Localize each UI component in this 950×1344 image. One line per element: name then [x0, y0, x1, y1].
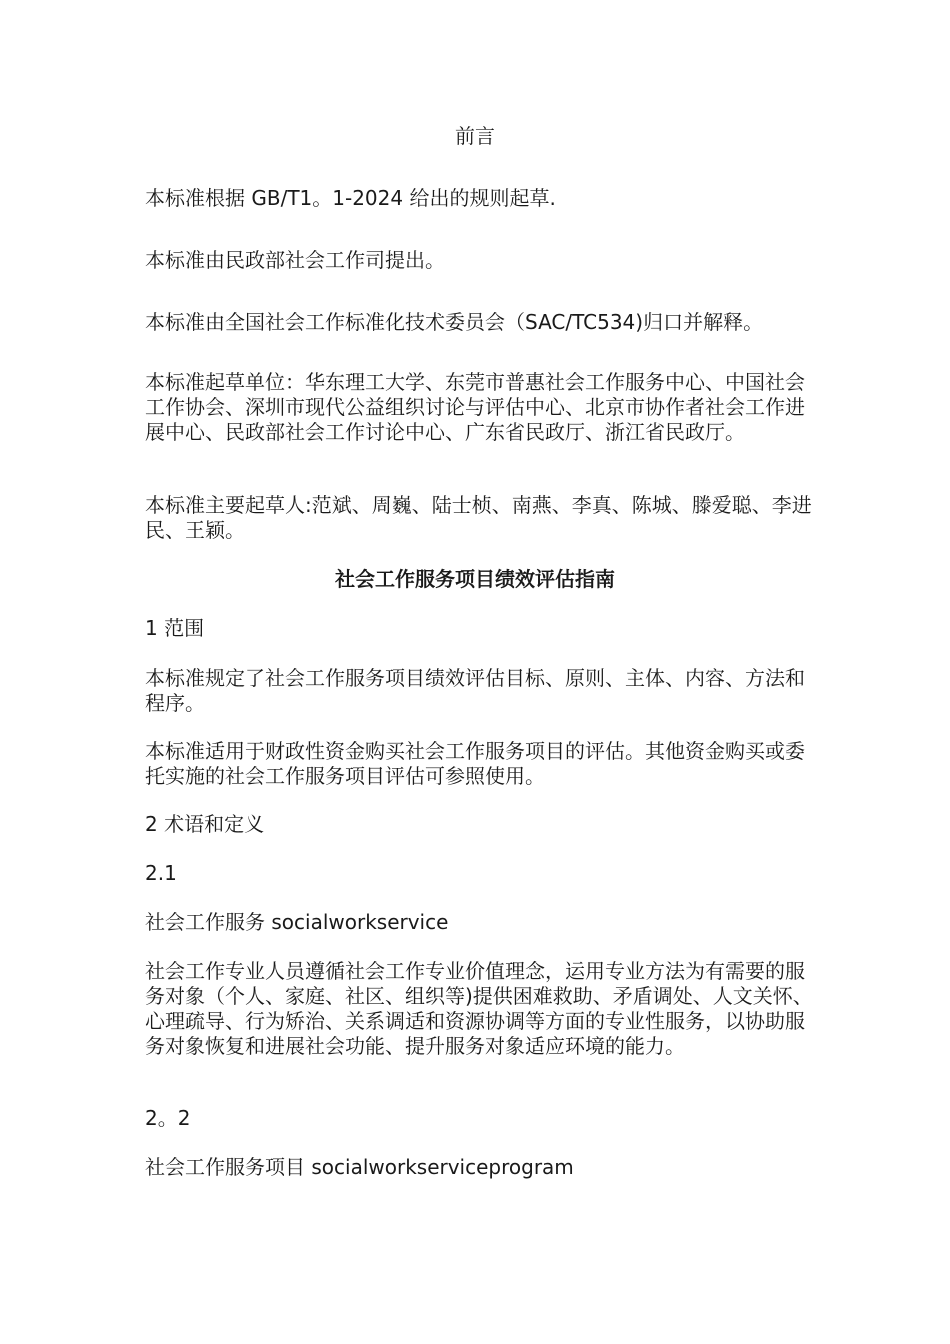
preface-paragraph-drafting-rules: 本标准根据 GB/T1。1-2024 给出的规则起草.	[145, 186, 556, 210]
preface-paragraph-committee: 本标准由全国社会工作标准化技术委员会（SAC/TC534)归口并解释。	[145, 310, 764, 334]
preface-title: 前言	[455, 124, 495, 148]
section-heading-terms: 2 术语和定义	[145, 812, 265, 836]
term-number-2-1: 2.1	[145, 861, 177, 885]
preface-paragraph-drafting-units: 本标准起草单位：华东理工大学、东莞市普惠社会工作服务中心、中国社会工作协会、深圳市现代公益组织讨论与评估中心、北京市协作者社会工作进展中心、民政部社会工作讨论中心、广东省民政厅、浙江省民政厅。	[145, 370, 805, 444]
document-title: 社会工作服务项目绩效评估指南	[335, 567, 615, 591]
preface-paragraph-proposer: 本标准由民政部社会工作司提出。	[145, 248, 445, 272]
section-heading-scope: 1 范围	[145, 616, 205, 640]
term-number-2-2: 2。2	[145, 1106, 191, 1130]
scope-paragraph-2: 本标准适用于财政性资金购买社会工作服务项目的评估。其他资金购买或委托实施的社会工作服务项目评估可参照使用。	[145, 739, 805, 788]
term-name-social-work-service: 社会工作服务 socialworkservice	[145, 910, 449, 934]
preface-paragraph-drafters: 本标准主要起草人:范斌、周巍、陆士桢、南燕、李真、陈城、滕爱聪、李进民、王颖。	[145, 493, 812, 542]
term-name-social-work-service-program: 社会工作服务项目 socialworkserviceprogram	[145, 1155, 574, 1179]
scope-paragraph-1: 本标准规定了社会工作服务项目绩效评估目标、原则、主体、内容、方法和程序。	[145, 666, 805, 715]
term-definition-social-work-service: 社会工作专业人员遵循社会工作专业价值理念，运用专业方法为有需要的服务对象（个人、家庭、社区、组织等)提供困难救助、矛盾调处、人文关怀、心理疏导、行为矫治、关系调适和资源协调等方面的专业性服务，以协助服务对象恢复和进展社会功能、提升服务对象适应环境的能力。	[145, 959, 813, 1058]
